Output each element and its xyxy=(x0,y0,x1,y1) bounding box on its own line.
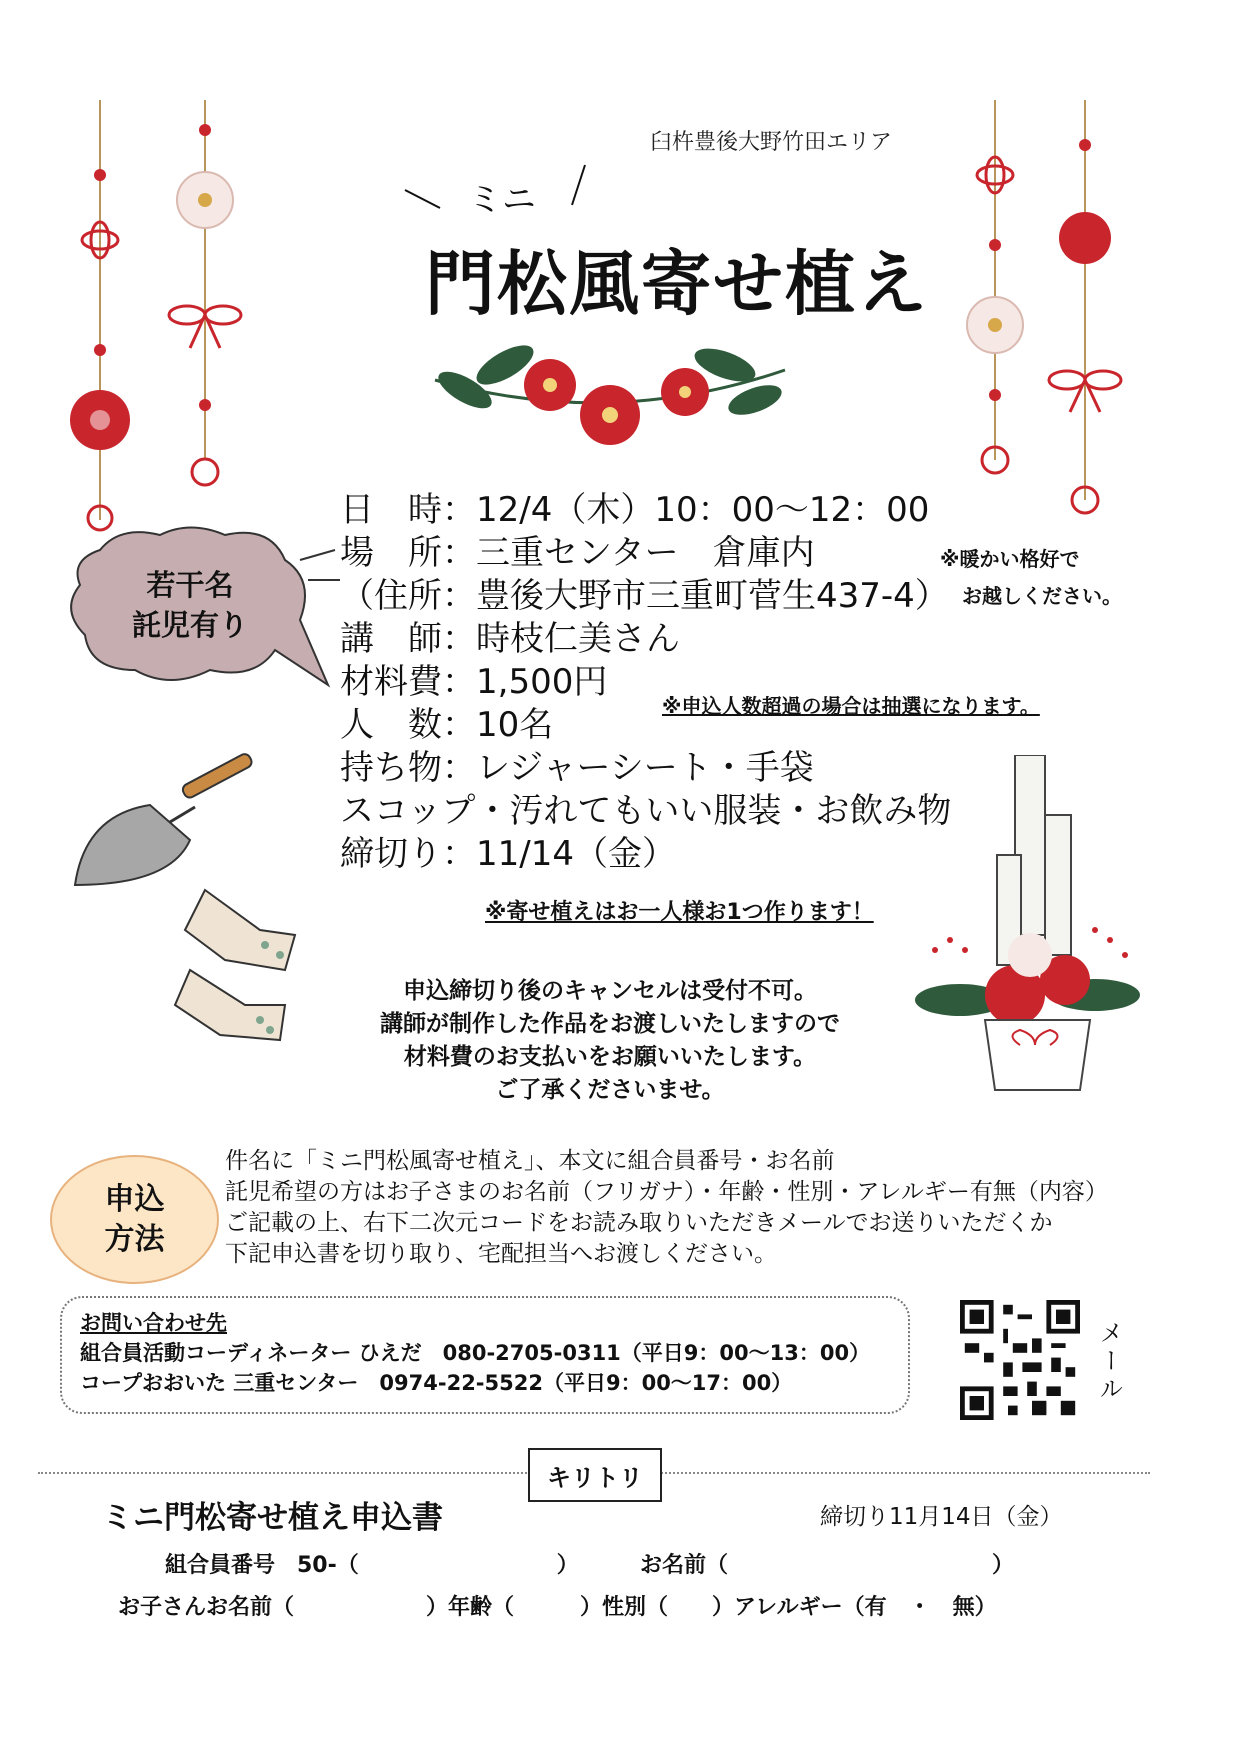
form-name[interactable]: お名前（ ） xyxy=(640,1553,1015,1578)
contact-line-1: 組合員活動コーディネーター ひえだ 080-2705-0311（平日9：00〜13：00） xyxy=(80,1341,871,1365)
info-place: 場 所：三重センター 倉庫内 xyxy=(340,533,815,573)
qr-code-icon[interactable] xyxy=(960,1300,1080,1420)
apply-method-text: 件名に「ミニ門松風寄せ植え」、本文に組合員番号・お名前 託児希望の方はお子さまのお名前（フリガナ）・年齢・性別・アレルギー有無（内容） ご記載の上、右下二次元コードをお読み取りいただきメールでお送りいただくか 下記申込書を切り取り、宅配担当へお渡しください。 xyxy=(225,1148,1108,1267)
title-mini: ミニ xyxy=(468,180,536,220)
note-warm-2: お越しください。 xyxy=(962,584,1122,608)
area-label: 臼杵豊後大野竹田エリア xyxy=(650,130,893,155)
info-date: 日 時：12/4（木）10：00〜12：00 xyxy=(340,490,930,530)
white-plum-icon xyxy=(177,172,233,228)
camellia-garland xyxy=(425,340,795,455)
info-count: 人 数：10名 xyxy=(340,705,554,745)
gloves-icon xyxy=(165,880,305,1050)
plum-flower-icon xyxy=(70,390,130,450)
apply-method-badge: 申込 方法 xyxy=(50,1155,219,1284)
childcare-bubble-text: 若干名 託児有り xyxy=(131,568,248,642)
form-member-number[interactable]: 組合員番号 50-（ ） xyxy=(165,1553,579,1578)
info-deadline: 締切り：11/14（金） xyxy=(340,834,676,874)
hanging-ornaments-left xyxy=(55,100,245,540)
contact-heading: お問い合わせ先 xyxy=(80,1311,227,1335)
kadomatsu-icon xyxy=(905,755,1145,1095)
cut-label: キリトリ xyxy=(528,1448,662,1502)
info-items-continued: スコップ・汚れてもいい服装・お飲み物 xyxy=(340,791,952,831)
info-items: 持ち物：レジャーシート・手袋 xyxy=(340,748,814,788)
info-address: （住所：豊後大野市三重町菅生437-4） xyxy=(340,576,949,616)
page-title: 門松風寄せ植え xyxy=(425,243,929,325)
info-fee: 材料費：1,500円 xyxy=(340,662,608,702)
form-title: ミニ門松寄せ植え申込書 xyxy=(102,1500,443,1536)
form-child-info[interactable]: お子さんお名前（ ）年齢（ ）性別（ ）アレルギー（有 ・ 無） xyxy=(118,1595,997,1620)
note-one-each: ※寄せ植えはお一人様お1つ作ります！ xyxy=(485,900,874,925)
note-lottery: ※申込人数超過の場合は抽選になります。 xyxy=(662,694,1040,718)
cancel-notice: 申込締切り後のキャンセルは受付不可。 講師が制作した作品をお渡しいたしますので 材料費のお支払いをお願いいたします。 ご了承くださいませ。 xyxy=(380,978,840,1103)
mail-label: メール xyxy=(1095,1320,1123,1404)
contact-box xyxy=(60,1296,910,1414)
note-warm-1: ※暖かい格好で xyxy=(940,547,1080,571)
hanging-ornaments-right xyxy=(950,100,1130,530)
info-instructor: 講 師：時枝仁美さん xyxy=(340,619,680,659)
contact-line-2: コープおおいた 三重センター 0974-22-5522（平日9：00〜17：00） xyxy=(80,1371,793,1395)
trowel-icon xyxy=(65,745,255,895)
form-deadline: 締切り11月14日（金） xyxy=(820,1504,1063,1530)
